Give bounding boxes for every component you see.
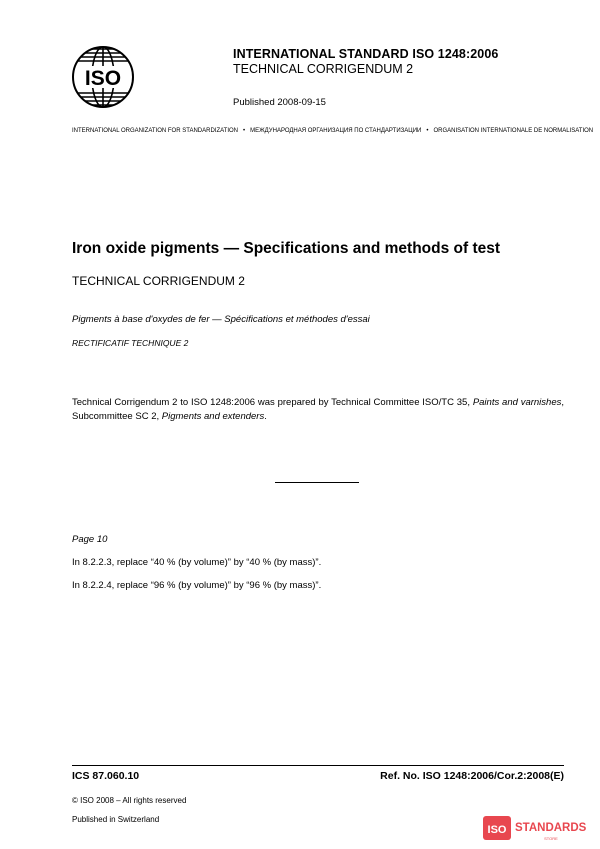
document-title-fr: Pigments à base d'oxydes de fer — Spécifications et méthodes d'essai <box>72 314 370 325</box>
org-separator: • <box>426 128 429 134</box>
page-reference: Page 10 <box>72 534 108 545</box>
org-name-en: INTERNATIONAL ORGANIZATION FOR STANDARDIZATION <box>72 128 239 134</box>
org-separator: • <box>243 128 246 134</box>
copyright: © ISO 2008 – All rights reserved <box>72 796 187 805</box>
committee-name: Paints and varnishes <box>472 397 562 408</box>
subcommittee-name: Pigments and extenders <box>161 411 265 422</box>
corrigendum-label: TECHNICAL CORRIGENDUM 2 <box>72 274 245 288</box>
intro-paragraph <box>72 396 564 424</box>
stamp-iso-text: ISO <box>487 824 507 836</box>
iso-logo <box>72 46 134 108</box>
stamp-store-text: STORE <box>544 836 558 841</box>
intro-text: . <box>264 411 267 422</box>
corrigendum-label-fr: RECTIFICATIF TECHNIQUE 2 <box>72 338 189 348</box>
section-divider <box>275 482 359 483</box>
correction-item: In 8.2.2.4, replace “96 % (by volume)” by “96 % (by mass)”. <box>72 580 322 591</box>
published-in: Published in Switzerland <box>72 815 160 824</box>
document-title: Iron oxide pigments — Specifications and methods of test <box>72 240 501 257</box>
standard-title: INTERNATIONAL STANDARD ISO 1248:2006 <box>233 47 499 61</box>
reference-number: Ref. No. ISO 1248:2006/Cor.2:2008(E) <box>380 770 564 782</box>
iso-logo-text: ISO <box>84 67 122 90</box>
ics-code: ICS 87.060.10 <box>72 770 140 782</box>
org-name-fr: ORGANISATION INTERNATIONALE DE NORMALISATION <box>433 128 594 134</box>
iso-standards-stamp <box>483 813 593 843</box>
published-date: Published 2008-09-15 <box>233 97 326 108</box>
correction-item: In 8.2.2.3, replace “40 % (by volume)” by “40 % (by mass)”. <box>72 557 322 568</box>
intro-text: Technical Corrigendum 2 to ISO 1248:2006 was prepared by Technical Committee ISO/TC 35, <box>72 397 473 408</box>
stamp-standards-text: STANDARDS <box>515 822 587 834</box>
standard-subtitle: TECHNICAL CORRIGENDUM 2 <box>233 62 414 76</box>
organization-line <box>72 128 594 134</box>
footer-divider <box>72 765 564 766</box>
intro-text: , Subcommittee SC 2, <box>72 397 564 422</box>
org-name-ru: МЕЖДУНАРОДНАЯ ОРГАНИЗАЦИЯ ПО СТАНДАРТИЗАЦИИ <box>250 128 422 134</box>
